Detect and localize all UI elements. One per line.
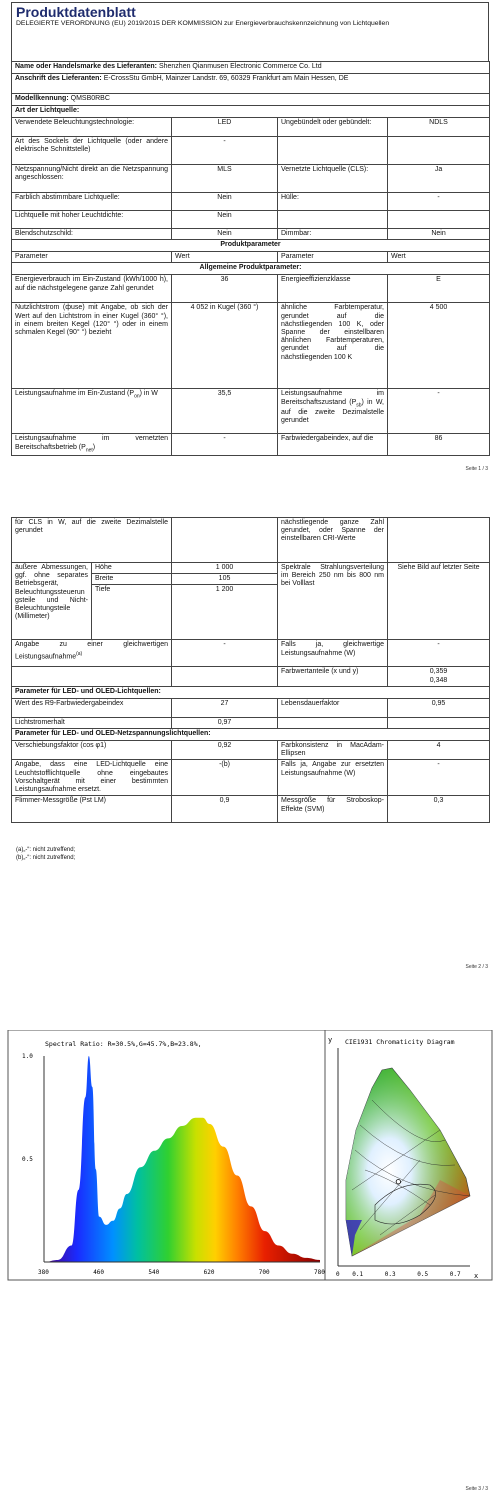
address-value: E-CrossStu GmbH, Mainzer Landstr. 69, 60329 Frankfurt am Main Hessen, DE (103, 75, 349, 82)
model-label: Modellkennung: (15, 95, 69, 102)
supplier-row (12, 62, 490, 74)
table-row: Wert des R9-Farbwiedergabeindex 27 Lebensdauerfaktor 0,95 (12, 698, 490, 717)
address-label: Anschrift des Lieferanten: (15, 75, 102, 82)
table-row: Netzspannung/Nicht direkt an die Netzspannung angeschlossen: MLS Vernetzte Lichtquelle (CLS): Ja (12, 165, 490, 193)
cie-x-tick: 0 (336, 1271, 340, 1278)
header-box (11, 2, 489, 62)
supplier-value: Shenzhen Qianmusen Electronic Commerce Co. Ltd (158, 63, 322, 70)
led-header-row: Parameter für LED- und OLED-Lichtquellen: (12, 686, 490, 698)
page-1 (0, 0, 500, 480)
cie-x-tick: 0.1 (352, 1271, 364, 1278)
model-value: QMSB0RBC (70, 95, 110, 102)
cie-x-label: x (474, 1272, 479, 1280)
spectrum-y-tick: 0.5 (22, 1156, 33, 1163)
spectrum-x-tick: 700 (258, 1269, 270, 1276)
page-3 (0, 980, 500, 1500)
table-row: Farblich abstimmbare Lichtquelle: Nein Hülle: - (12, 193, 490, 211)
table-row: Nutzlichtstrom (фuse) mit Angabe, ob sich der Wert auf den Lichtstrom in einer Kugel (360° °), in einem breiten Kegel (120° °) oder in einem schmalen Kegel (90° °) bezieht 4 052 in Kugel (360 °) ähnliche Farbtemperatur, gerundet auf die nächstliegenden 100 K, oder Spanne der einstellbaren ähnlichen Farbtemperaturen, gerundet auf die nächstliegenden 100 K 4 500 (12, 303, 490, 389)
art-header-row: Art der Lichtquelle: (12, 106, 490, 118)
cie-y-label: y (328, 1036, 333, 1044)
cie-x-tick: 0.7 (449, 1271, 461, 1278)
product-table-2 (11, 517, 490, 823)
table-row: Leistungsaufnahme im vernetzten Bereitschaftsbetrieb $(P_{net})$ - Farbwiedergabeindex, auf die 86 (12, 434, 490, 456)
table-row: Leistungsaufnahme im Ein-Zustand $(P_{on})$ in W 35,5 Leistungsaufnahme im Bereitschaftszustand $(P_{sb})$ in W, auf die zweite Dezimalstelle gerundet - (12, 389, 490, 434)
page-number: Seite 1 / 3 (465, 466, 488, 472)
footnote-b: (b)„-“: nicht zutreffend; (16, 855, 76, 861)
spectrum-x-tick: 540 (148, 1269, 160, 1276)
page-number: Seite 3 / 3 (465, 1486, 488, 1492)
cie-x-tick: 0.5 (417, 1271, 429, 1278)
spectrum-x-tick: 620 (203, 1269, 215, 1276)
page-title: Produktdatenblatt (16, 4, 136, 20)
allg-header-row: Allgemeine Produktparameter: (12, 263, 490, 275)
table-row: Energieverbrauch im Ein-Zustand (kWh/1000 h), auf die nächstgelegene ganze Zahl gerundet 36 Energieeffizienzklasse E (12, 275, 490, 303)
dimensions-row: Breite 105 (12, 574, 490, 585)
address-row (12, 74, 490, 94)
table-row: Lichtstromerhalt 0,97 (12, 717, 490, 728)
charts-svg (0, 1030, 500, 1360)
table-row: Farbwertanteile (x und y) 0,359 0,348 (12, 667, 490, 686)
table-row: für CLS in W, auf die zweite Dezimalstelle gerundet nächstliegende ganze Zahl gerundet, oder Spanne der einstellbaren CRI-Werte (12, 518, 490, 563)
product-table-1 (11, 61, 490, 456)
table-row: Angabe, dass eine LED-Lichtquelle eine Leuchtstofflichtquelle ohne eingebautes Vorschaltgerät mit einer bestimmten Leistungsaufnahme ersetzt. -(b) Falls ja, Angabe zur ersetzten Leistungsaufnahme (W) - (12, 760, 490, 796)
table-row: Blendschutzschild: Nein Dimmbar: Nein (12, 229, 490, 240)
spectrum-title: Spectral Ratio: R=30.5%,G=45.7%,B=23.8%, (45, 1040, 202, 1048)
produkt-header-row: Produktparameter (12, 240, 490, 252)
spectrum-y-tick: 1.0 (22, 1053, 33, 1060)
table-row: Flimmer-Messgröße (Pst LM) 0,9 Messgröße für Stroboskop-Effekte (SVM) 0,3 (12, 796, 490, 823)
page-2 (0, 480, 500, 980)
regulation-text: DELEGIERTE VERORDNUNG (EU) 2019/2015 DER KOMMISSION zur Energieverbrauchskennzeichnung von Lichtquellen (16, 20, 390, 27)
dimensions-label: äußere Abmessungen, ggf. ohne separates Betriebsgerät, Beleuchtungssteuerungsteile und Nicht-Beleuchtungsteile (Millimeter) (12, 563, 92, 640)
net-header-row: Parameter für LED- und OLED-Netzspannungslichtquellen: (12, 729, 490, 741)
spectrum-x-tick: 380 (38, 1269, 49, 1276)
cie-point (396, 1180, 400, 1184)
dimensions-row: äußere Abmessungen, ggf. ohne separates Betriebsgerät, Beleuchtungssteuerungsteile und Nicht-Beleuchtungsteile (Millimeter) Höhe 1 000 Spektrale Strahlungsverteilung im Bereich 250 nm bis 800 nm bei Volllast Siehe Bild auf letzter Seite (12, 563, 490, 574)
dimensions-row: Tiefe 1 200 (12, 585, 490, 640)
table-row: Art des Sockels der Lichtquelle (oder andere elektrische Schnittstelle) - (12, 137, 490, 165)
cie-x-tick: 0.3 (384, 1271, 396, 1278)
table-row: Verschiebungsfaktor (cos φ1) 0,92 Farbkonsistenz in MacAdam-Ellipsen 4 (12, 741, 490, 760)
table-row: Angabe zu einer gleichwertigen Leistungsaufnahme$^{(a)}$ - Falls ja, gleichwertige Leistungsaufnahme (W) - (12, 640, 490, 667)
column-header-row: Parameter Wert Parameter Wert (12, 252, 490, 263)
footnote-a: (a)„-“: nicht zutreffend; (16, 847, 76, 853)
model-row (12, 94, 490, 106)
supplier-label: Name oder Handelsmarke des Lieferanten: (15, 63, 157, 70)
cie-title: CIE1931 Chromaticity Diagram (345, 1038, 455, 1046)
page-number: Seite 2 / 3 (465, 964, 488, 970)
table-row: Lichtquelle mit hoher Leuchtdichte: Nein (12, 211, 490, 229)
table-row: Verwendete Beleuchtungstechnologie: LED Ungebündelt oder gebündelt: NDLS (12, 118, 490, 137)
spectrum-x-tick: 460 (93, 1269, 105, 1276)
spectrum-x-tick: 780 (314, 1269, 325, 1276)
